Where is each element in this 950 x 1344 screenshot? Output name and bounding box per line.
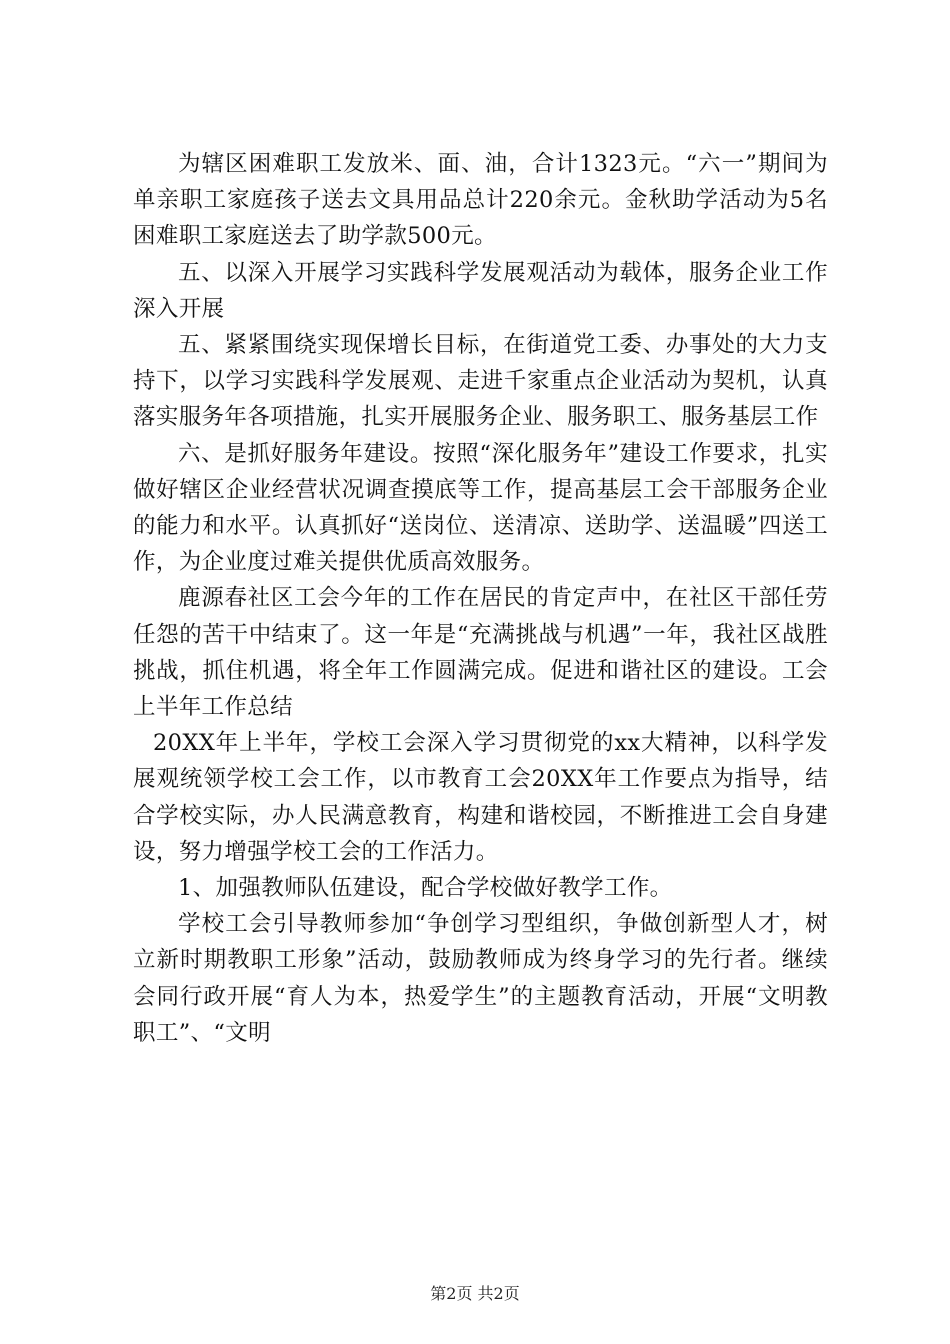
paragraph-learning-organization: 学校工会引导教师参加“争创学习型组织，争做创新型人才，树立新时期教职工形象”活动，鼓励教师成为终身学习的先行者。继续会同行政开展“育人为本，热爱学生”的主题教育活动，开展“文明教职工”、“文明 bbox=[133, 911, 828, 1046]
paragraph-relief-funds: 为辖区困难职工发放米、面、油，合计1323元。“六一”期间为单亲职工家庭孩子送去文具用品总计220余元。金秋助学活动为5名困难职工家庭送去了助学款500元。 bbox=[133, 151, 828, 250]
document-body bbox=[133, 146, 828, 1051]
paragraph-growth-target: 五、紧紧围绕实现保增长目标，在街道党工委、办事处的大力支持下，以学习实践科学发展观、走进千家重点企业活动为契机，认真落实服务年各项措施，扎实开展服务企业、服务职工、服务基层工作 bbox=[133, 332, 828, 431]
paragraph-school-union-summary: 20XX年上半年，学校工会深入学习贯彻党的xx大精神，以科学发展观统领学校工会工作，以市教育工会20XX年工作要点为指导，结合学校实际，办人民满意教育，构建和谐校园，不断推进工会自身建设，努力增强学校工会的工作活力。 bbox=[133, 730, 828, 865]
paragraph-service-year: 六、是抓好服务年建设。按照“深化服务年”建设工作要求，扎实做好辖区企业经营状况调查摸底等工作，提高基层工会干部服务企业的能力和水平。认真抓好“送岗位、送清凉、送助学、送温暖”四送工作，为企业度过难关提供优质高效服务。 bbox=[133, 440, 828, 576]
page-number-footer: 第2页 共2页 bbox=[430, 1284, 520, 1303]
paragraph-heading-service-enterprises: 五、以深入开展学习实践科学发展观活动为载体，服务企业工作深入开展 bbox=[133, 259, 828, 322]
paragraph-teacher-team-heading: 1、加强教师队伍建设，配合学校做好教学工作。 bbox=[178, 875, 673, 902]
paragraph-community-union: 鹿源春社区工会今年的工作在居民的肯定声中，在社区干部任劳任怨的苦干中结束了。这一年是“充满挑战与机遇”一年，我社区战胜挑战，抓住机遇，将全年工作圆满完成。促进和谐社区的建设。工会上半年工作总结 bbox=[133, 585, 828, 721]
